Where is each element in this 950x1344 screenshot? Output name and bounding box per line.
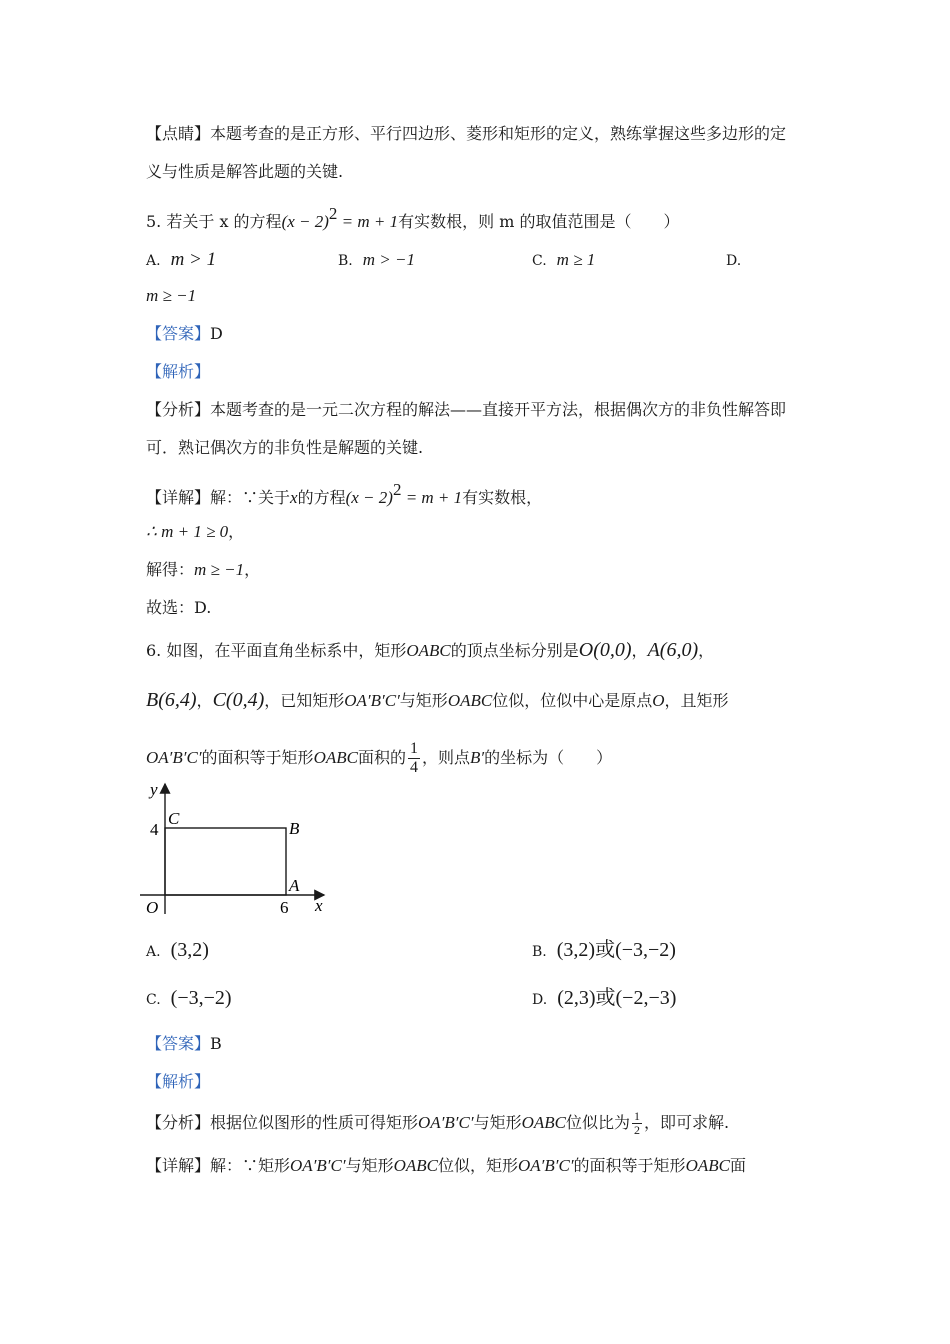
- q6-xiangjie-text-1: 解：∵矩形: [210, 1156, 291, 1175]
- q6-origin: O: [652, 691, 665, 710]
- q6-line3-text-3: ，则点: [421, 748, 470, 767]
- dianjing-line-2: [146, 160, 343, 184]
- q6-line3-text-4: 的坐标为（ ）: [484, 748, 613, 767]
- q5-eq-left: (x − 2): [281, 212, 329, 231]
- q5-xiangjie-eq-right: = m + 1: [401, 488, 463, 507]
- q6-xiangjie-rect-name-1: OABC: [393, 1156, 438, 1175]
- q6-fenxi-text-4: ，即可求解.: [644, 1113, 730, 1132]
- q5-option-a-value: m > 1: [170, 249, 217, 270]
- tick-4: 4: [150, 820, 159, 839]
- q5-option-c-letter: C.: [532, 253, 547, 269]
- q5-option-b[interactable]: [338, 248, 415, 273]
- q6-option-c-value: (−3,−2): [170, 987, 232, 1009]
- q6-option-b-letter: B.: [532, 944, 547, 960]
- q6-line2-text: ，已知矩形: [264, 691, 345, 710]
- q6-rect-prime-1: OA′B′C′: [344, 691, 400, 710]
- q6-stem-line-3: [146, 738, 612, 778]
- q6-rect-name-1: OABC: [406, 641, 451, 660]
- q6-stem-line-1: [146, 638, 714, 663]
- q5-step-2-eq: m ≥ −1: [194, 560, 245, 579]
- q5-xiangjie-var: x: [290, 488, 298, 507]
- q6-xiangjie-rect-name-2: OABC: [685, 1156, 730, 1175]
- q5-answer-label: 【答案】: [146, 324, 211, 343]
- q5-text-after: 有实数根，则 m 的取值范围是（ ）: [398, 212, 680, 231]
- q5-step-1-eq: ∴ m + 1 ≥ 0: [146, 522, 229, 541]
- q6-rect-prime-2: OA′B′C′: [146, 748, 202, 767]
- q5-option-c-value: m ≥ 1: [556, 250, 596, 269]
- q5-option-a[interactable]: [146, 248, 216, 273]
- q5-option-d[interactable]: [726, 248, 751, 273]
- q5-xiangjie-text-3: 有实数根，: [462, 488, 543, 507]
- q6-answer: [146, 1032, 222, 1056]
- q5-answer-value: D: [210, 324, 223, 343]
- q6-xiangjie-text-5: 面: [729, 1156, 746, 1175]
- q5-xiangjie-text-1: 解：∵关于: [210, 488, 291, 507]
- q6-xiangjie-label: 【详解】: [146, 1156, 211, 1175]
- q6-frac-den: 4: [409, 759, 418, 776]
- q5-option-b-letter: B.: [338, 253, 353, 269]
- q6-fenxi-rect-prime: OA′B′C′: [418, 1113, 474, 1132]
- q6-answer-value: B: [210, 1034, 222, 1053]
- label-c: C: [168, 809, 180, 828]
- tick-6: 6: [280, 898, 289, 917]
- rectangle-oabc: [165, 828, 286, 895]
- q5-xiangjie-line: [146, 478, 542, 510]
- q6-coord-o: O(0,0): [578, 639, 632, 661]
- q6-line1-text: 如图，在平面直角坐标系中，矩形: [166, 641, 407, 660]
- q6-option-a-letter: A.: [146, 944, 161, 960]
- q6-xiangjie-text-3: 位似，矩形: [437, 1156, 518, 1175]
- q6-option-b-value: (3,2)或(−3,−2): [556, 939, 676, 961]
- q6-coord-c: C(0,4): [212, 689, 265, 711]
- axis-y-label: y: [150, 780, 158, 799]
- q6-line3-text-1: 的面积等于矩形: [201, 748, 314, 767]
- q5-option-a-letter: A.: [146, 253, 161, 269]
- q6-jiexi: [146, 1070, 210, 1094]
- q6-coord-b: B(6,4): [146, 689, 197, 711]
- dianjing-label: 【点睛】: [146, 124, 211, 143]
- q6-fenxi-rect-name: OABC: [521, 1113, 566, 1132]
- q6-answer-label: 【答案】: [146, 1034, 211, 1053]
- q6-option-a[interactable]: [146, 938, 209, 964]
- q5-option-b-value: m > −1: [362, 250, 415, 269]
- q6-fenxi-text-3: 位似比为: [565, 1113, 630, 1132]
- q6-sep-3: ，: [196, 691, 213, 710]
- q6-fenxi-line: [146, 1108, 729, 1138]
- label-a: A: [289, 876, 300, 895]
- q5-xiangjie-exponent: 2: [392, 480, 402, 499]
- q5-fenxi-label: 【分析】: [146, 400, 211, 419]
- q6-fenxi-label: 【分析】: [146, 1113, 211, 1132]
- q5-stem: [146, 202, 680, 234]
- q6-sep-2: ，: [698, 641, 715, 660]
- q5-exponent: 2: [328, 204, 338, 223]
- q5-fenxi-text-1: 本题考查的是一元二次方程的解法——直接开平方法，根据偶次方的非负性解答即: [210, 400, 787, 419]
- q5-jiexi: [146, 360, 210, 384]
- axis-x-label: x: [315, 896, 323, 915]
- label-o: O: [146, 898, 159, 917]
- q6-line2-text-2: 与矩形: [399, 691, 448, 710]
- q6-coordinate-figure: [140, 778, 340, 918]
- q5-xiangjie-eq-left: (x − 2): [345, 488, 393, 507]
- dianjing-text-2: 义与性质是解答此题的关键.: [146, 162, 344, 181]
- q6-xiangjie-text-2: 与矩形: [345, 1156, 394, 1175]
- q5-answer: [146, 322, 223, 346]
- q5-step-1: [146, 520, 244, 544]
- q5-xiangjie-label: 【详解】: [146, 488, 211, 507]
- q6-xiangjie-text-4: 的面积等于矩形: [573, 1156, 686, 1175]
- q5-step-1-punct: ，: [228, 522, 245, 541]
- q5-option-d-value: m ≥ −1: [146, 286, 197, 305]
- q6-line2-text-4: ，且矩形: [664, 691, 729, 710]
- q6-line1-text-2: 的顶点坐标分别是: [450, 641, 579, 660]
- q6-point-bp: B′: [469, 748, 485, 767]
- dianjing-line-1: [146, 122, 786, 146]
- q6-xiangjie-line: [146, 1154, 746, 1178]
- q6-fraction-one-quarter: [408, 740, 420, 777]
- q6-xiangjie-rect-prime-1: OA′B′C′: [290, 1156, 346, 1175]
- q5-fenxi-text-2: 可．熟记偶次方的非负性是解题的关键.: [146, 438, 424, 457]
- q5-option-c[interactable]: [532, 248, 595, 273]
- q6-number: 6.: [146, 641, 162, 660]
- q6-frac-num: 1: [409, 740, 418, 757]
- q6-option-a-value: (3,2): [170, 939, 209, 961]
- dianjing-text-1: 本题考查的是正方形、平行四边形、菱形和矩形的定义，熟练掌握这些多边形的定: [210, 124, 787, 143]
- q6-option-d-value: (2,3)或(−2,−3): [557, 987, 677, 1009]
- q6-fenxi-text-2: 与矩形: [473, 1113, 522, 1132]
- q6-option-b[interactable]: [532, 938, 676, 964]
- q5-step-2: [146, 558, 260, 582]
- q6-option-c[interactable]: [146, 986, 232, 1012]
- q6-coord-a: A(6,0): [647, 639, 699, 661]
- q6-xiangjie-rect-prime-2: OA′B′C′: [518, 1156, 574, 1175]
- q6-option-d[interactable]: [532, 986, 676, 1012]
- q5-text-before: 若关于 x 的方程: [166, 212, 282, 231]
- q6-line2-text-3: 位似，位似中心是原点: [492, 691, 653, 710]
- q5-xiangjie-text-2: 的方程: [297, 488, 346, 507]
- q5-fenxi-line-2: [146, 436, 423, 460]
- q5-step-2-punct: ，: [244, 560, 261, 579]
- q5-jiexi-label: 【解析】: [146, 362, 211, 381]
- q5-eq-right: = m + 1: [337, 212, 399, 231]
- q5-option-d-value-line: [146, 284, 196, 308]
- q6-fenxi-text-1: 根据位似图形的性质可得矩形: [210, 1113, 419, 1132]
- q6-fraction-one-half: [632, 1110, 642, 1137]
- q6-line3-text-2: 面积的: [357, 748, 406, 767]
- q6-option-d-letter: D.: [532, 992, 548, 1008]
- q6-fenxi-frac-num: 1: [634, 1109, 640, 1123]
- q5-option-d-letter: D.: [726, 253, 742, 269]
- q5-fenxi-line-1: [146, 398, 786, 422]
- q6-stem-line-2: [146, 688, 729, 713]
- q6-sep-1: ，: [631, 641, 648, 660]
- q5-step-3-text: 故选：D.: [146, 598, 212, 617]
- q6-fenxi-frac-den: 2: [634, 1123, 640, 1137]
- q5-number: 5.: [146, 212, 162, 231]
- q5-step-2-prefix: 解得：: [146, 560, 195, 579]
- q6-option-c-letter: C.: [146, 992, 161, 1008]
- q6-rect-name-3: OABC: [313, 748, 358, 767]
- q6-jiexi-label: 【解析】: [146, 1072, 211, 1091]
- label-b: B: [289, 819, 300, 838]
- q5-step-3: [146, 596, 211, 620]
- q6-rect-name-2: OABC: [447, 691, 493, 710]
